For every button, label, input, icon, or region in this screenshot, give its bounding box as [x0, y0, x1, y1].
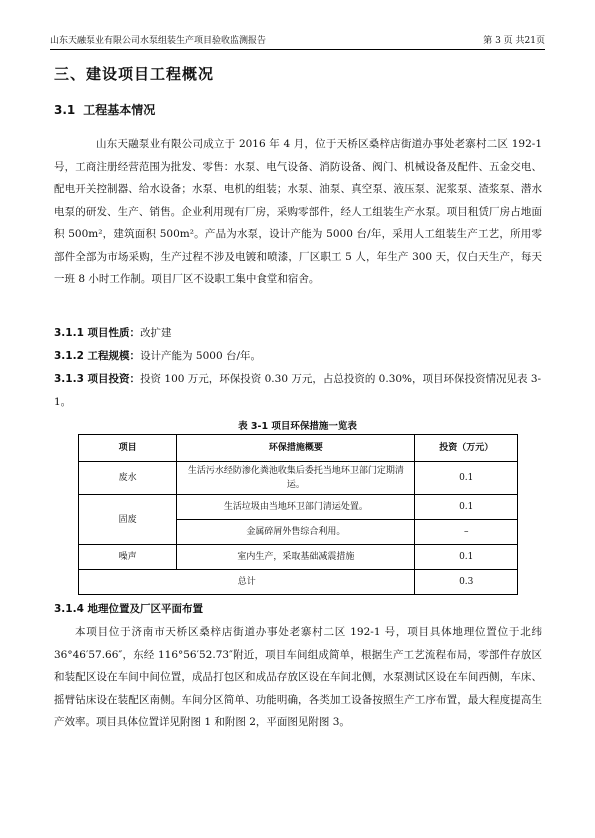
- table-header-cost: 投资（万元）: [415, 435, 518, 462]
- item-project-scale-label: 3.1.2 工程规模：: [54, 350, 141, 362]
- location-paragraph: 本项目位于济南市天桥区桑梓店街道办事处老寨村二区 192-1 号，项目具体地理位置位于北纬 36°46′57.66″，东经 116°56′52.73″附近，项目车间组成简单，根据生产工艺流程布局，零部件存放区和装配区设在车间中间位置，成品打包区和成品存放区设在车间北侧，水泵测试区设在车间西侧，车床、摇臂钻床设在装配区南侧。车间分区简单、功能明确，各类加工设备按照生产工序布置，最大程度提高生产效率。项目具体位置详见附图 1 和附图 2，平面图见附图 3。: [54, 626, 542, 728]
- item-location-layout-label: 3.1.4 地理位置及厂区平面布置: [54, 603, 204, 615]
- table-total-label: 总计: [79, 570, 415, 595]
- item-project-nature-label: 3.1.1 项目性质：: [54, 327, 141, 339]
- header-report-title: 山东天融泵业有限公司水泵组装生产项目验收监测报告: [50, 36, 267, 46]
- subsection-number: 3.1: [54, 103, 76, 117]
- item-project-scale-value: 设计产能为 5000 台/年。: [140, 350, 261, 362]
- table-cell-cost: 0.1: [415, 495, 518, 520]
- subsection-title: 工程基本情况: [83, 103, 156, 117]
- table-cell-cost: 0.1: [415, 545, 518, 570]
- table-row: [79, 462, 518, 495]
- item-project-nature: [54, 322, 542, 345]
- table-cell-measure: 生活垃圾由当地环卫部门清运处置。: [177, 495, 415, 520]
- table-total-row: [79, 570, 518, 595]
- table-header-item: 项目: [79, 435, 177, 462]
- subsection-heading: [54, 101, 155, 118]
- table-header-row: [79, 435, 518, 462]
- item-project-scale: [54, 345, 542, 368]
- item-project-investment-label: 3.1.3 项目投资：: [54, 373, 141, 385]
- table-total-value: 0.3: [415, 570, 518, 595]
- table-cell-cost: –: [415, 520, 518, 545]
- table-header-measure: 环保措施概要: [177, 435, 415, 462]
- table-cell-item: 固废: [79, 495, 177, 545]
- table-cell-item: 噪声: [79, 545, 177, 570]
- table-row: [79, 545, 518, 570]
- table-cell-item: 废水: [79, 462, 177, 495]
- header-page-number: 第 3 页 共21页: [483, 36, 545, 46]
- table-row: [79, 495, 518, 520]
- section-title: 三、建设项目工程概况: [54, 65, 215, 83]
- item-location-layout: [54, 598, 542, 621]
- table-cell-measure: 生活污水经防渗化粪池收集后委托当地环卫部门定期清运。: [177, 462, 415, 495]
- table-caption: 表 3-1 项目环保措施一览表: [238, 421, 357, 432]
- environmental-measures-table: [78, 434, 518, 595]
- table-cell-measure: 金属碎屑外售综合利用。: [177, 520, 415, 545]
- page-header: [50, 33, 545, 50]
- table-cell-cost: 0.1: [415, 462, 518, 495]
- item-project-investment: [54, 368, 542, 413]
- item-project-investment-value: 投资 100 万元，环保投资 0.30 万元，占总投资的 0.30%，项目环保投资情况见表 3-1。: [54, 373, 542, 408]
- item-project-nature-value: 改扩建: [140, 327, 172, 339]
- table-cell-measure: 室内生产，采取基础减震措施: [177, 545, 415, 570]
- intro-paragraph: 山东天融泵业有限公司成立于 2016 年 4 月，位于天桥区桑梓店街道办事处老寨村二区 192-1 号，工商注册经营范围为批发、零售：水泵、电气设备、消防设备、阀门、机械设备及配件、五金交电、配电开关控制器、给水设备；水泵、电机的组装；水泵、油泵、真空泵、液压泵、泥浆泵、渣浆泵、潜水电泵的研发、生产、销售。企业利用现有厂房，采购零部件，经人工组装生产水泵。项目租赁厂房占地面积 500m²，建筑面积 500m²。产品为水泵，设计产能为 5000 台/年，采用人工组装生产工艺，所用零部件全部为市场采购，生产过程不涉及电镀和喷漆，厂区职工 5 人，年生产 300 天，仅白天生产，每天一班 8 小时工作制。项目厂区不设职工集中食堂和宿舍。: [54, 138, 542, 285]
